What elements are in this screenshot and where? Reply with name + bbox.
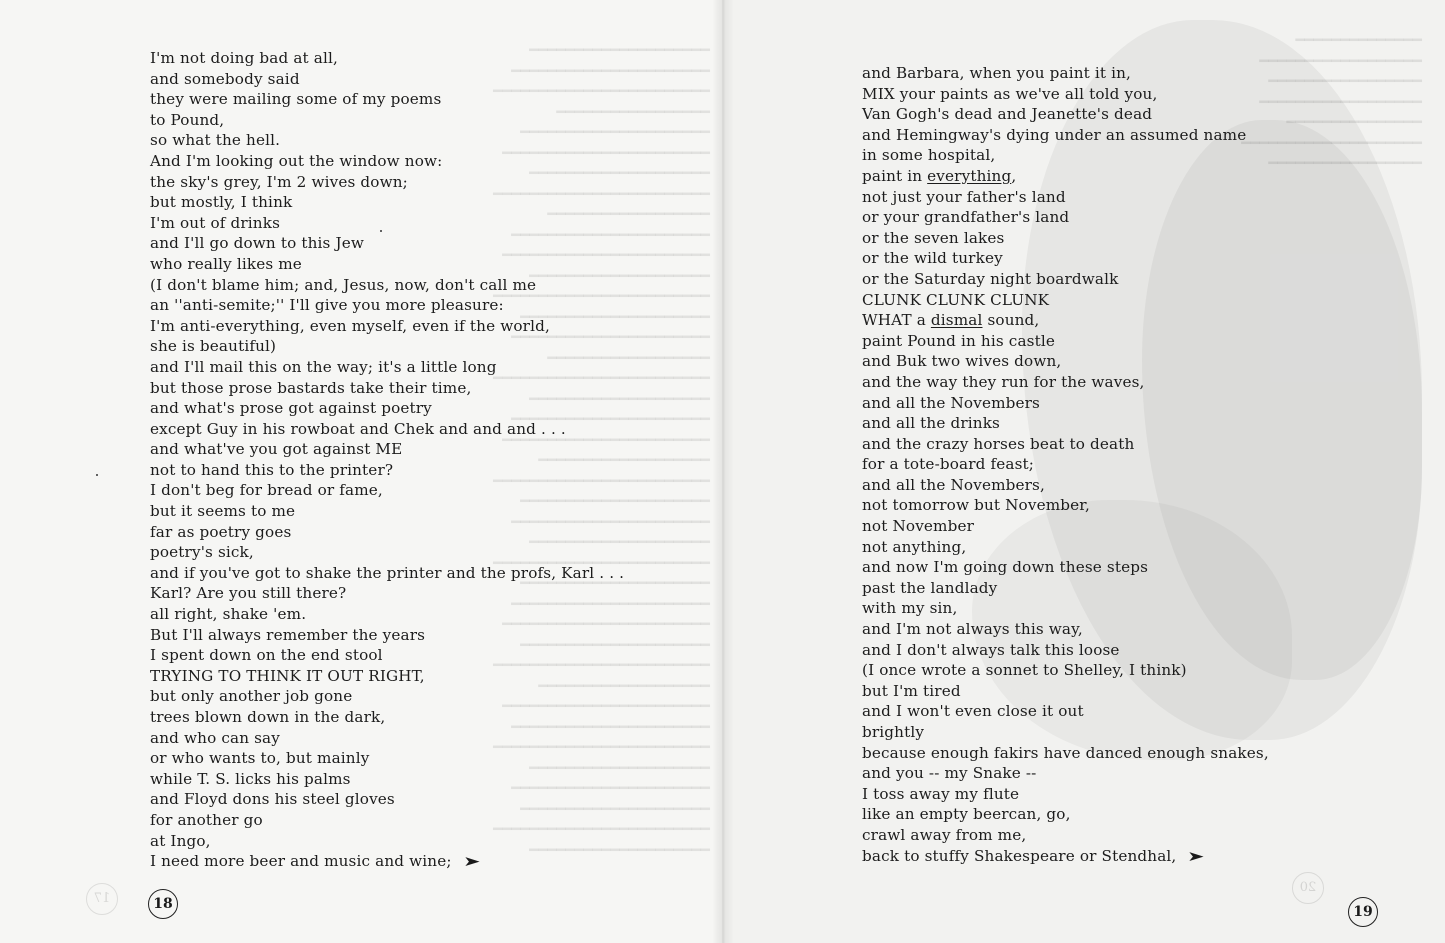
- poem-line: CLUNK CLUNK CLUNK: [862, 290, 1050, 309]
- poem-line: not just your father's land: [862, 187, 1066, 206]
- poem-line: not November: [862, 517, 975, 536]
- poem-line: and the crazy horses beat to death: [862, 434, 1135, 453]
- poem-line: to Pound,: [150, 110, 225, 129]
- poem-line: I need more beer and music and wine;: [150, 852, 452, 871]
- poem-line: the sky's grey, I'm 2 wives down;: [150, 172, 408, 191]
- poem-line: all right, shake 'em.: [150, 605, 307, 624]
- poem-line: And I'm looking out the window now:: [150, 151, 443, 170]
- poem-line: and somebody said: [150, 69, 300, 88]
- poem-line: I'm out of drinks: [150, 213, 281, 232]
- right-page-poem: [862, 63, 1269, 866]
- poem-line: and if you've got to shake the printer and the profs, Karl . . .: [150, 563, 625, 582]
- poem-line: or who wants to, but mainly: [150, 749, 370, 768]
- poem-line: far as poetry goes: [150, 522, 292, 541]
- page-number-right: 19: [1348, 897, 1378, 927]
- poem-line-underlined: [862, 310, 1269, 331]
- poem-line: WHAT a dismal sound,: [862, 311, 1040, 330]
- poem-line: Van Gogh's dead and Jeanette's dead: [862, 105, 1153, 124]
- poem-line: but mostly, I think: [150, 193, 293, 212]
- arrow-right-icon: ➤: [462, 854, 481, 871]
- show-through-text: ━━━━━━━━━━━━━━ ━━━━━━━━━━━━━━━━━━ ━━━━━━━━━━━━━━━━━ ━━━━━━━━━━━━━━━━━━ ━━━━━━━━━━━━━━━ ━━━━━━━━━━━━━━━━━━━━ ━━━━━━━━━━━━━━━━━: [1241, 31, 1422, 172]
- poem-line: or the Saturday night boardwalk: [862, 269, 1119, 288]
- poem-line: because enough fakirs have danced enough snakes,: [862, 743, 1269, 762]
- poem-line: MIX your paints as we've all told you,: [862, 84, 1158, 103]
- poem-line: not tomorrow but November,: [862, 496, 1091, 515]
- poem-line: and Buk two wives down,: [862, 352, 1062, 371]
- poem-line: but it seems to me: [150, 502, 296, 521]
- poem-line: I'm not doing bad at all,: [150, 49, 338, 67]
- poem-line-with-arrow: [862, 846, 1269, 867]
- poem-line: and all the drinks: [862, 414, 1001, 433]
- poem-line: (I don't blame him; and, Jesus, now, don't call me: [150, 275, 537, 294]
- poem-line: and Hemingway's dying under an assumed name: [862, 125, 1247, 144]
- show-through-text: ━━━━━━━━━━━━━━━━━━━━ ━━━━━━━━━━━━━━━━━━━━━━ ━━━━━━━━━━━━━━━━━━━━━━━━ ━━━━━━━━━━━━━━━━━ ━━━━━━━━━━━━━━━━━━━━━ ━━━━━━━━━━━━━━━━━━━━━━━ ━━━━━━━━━━━━━━━━━━━━ ━━━━━━━━━━━━━━━━━━━━━━━━ ━━━━━━━━━━━━━━━━━━ ━━━━━━━━━━━━━━━━━━━━━━ ━━━━━━━━━━━━━━━━━━━━━━━ ━━━━━━━━━━━━━━━━━━━━ ━━━━━━━━━━━━━━━━━━━━━━━━ ━━━━━━━━━━━━━━━━━━━━━ ━━━━━━━━━━━━━━━━━━━━━━ ━━━━━━━━━━━━━━━━━━ ━━━━━━━━━━━━━━━━━━━━━━━━ ━━━━━━━━━━━━━━━━━━━━ ━━━━━━━━━━━━━━━━━━━━━━ ━━━━━━━━━━━━━━━━━━━━━━━ ━━━━━━━━━━━━━━━━━━━ ━━━━━━━━━━━━━━━━━━━━━━━━ ━━━━━━━━━━━━━━━━━━━━━ ━━━━━━━━━━━━━━━━━━━━━━ ━━━━━━━━━━━━━━━━━━━━ ━━━━━━━━━━━━━━━━━━━━━━━━ ━━━━━━━━━━━━━━━━━━━━━ ━━━━━━━━━━━━━━━━━━━━━━ ━━━━━━━━━━━━━━━━━━━━━━━ ━━━━━━━━━━━━━━━━━━━━━ ━━━━━━━━━━━━━━━━━━━━━━━━ ━━━━━━━━━━━━━━━━━━━ ━━━━━━━━━━━━━━━━━━━━━━━ ━━━━━━━━━━━━━━━━━━━━━━ ━━━━━━━━━━━━━━━━━━━━━━━━ ━━━━━━━━━━━━━━━━━━━━ ━━━━━━━━━━━━━━━━━━━━━━ ━━━━━━━━━━━━━━━━━━━━━ ━━━━━━━━━━━━━━━━━━━━━━━━ ━━━━━━━━━━━━━━━━━━━━: [493, 41, 710, 859]
- poem-line: trees blown down in the dark,: [150, 708, 386, 726]
- poem-line: paint in everything,: [862, 166, 1017, 185]
- poem-line: and all the Novembers: [862, 393, 1040, 412]
- poem-line: with my sin,: [862, 599, 958, 618]
- arrow-right-icon: ➤: [1187, 848, 1206, 865]
- poem-line: I'm anti-everything, even myself, even if the world,: [150, 316, 550, 335]
- poem-line: but I'm tired: [862, 681, 961, 700]
- poem-line: and you -- my Snake --: [862, 764, 1037, 783]
- poem-line: while T. S. licks his palms: [150, 769, 351, 788]
- show-through-page-number: 20: [1292, 872, 1324, 904]
- poem-line: TRYING TO THINK IT OUT RIGHT,: [150, 666, 425, 685]
- poem-line: and what's prose got against poetry: [150, 399, 432, 418]
- poem-line: back to stuffy Shakespeare or Stendhal,: [862, 846, 1177, 865]
- poem-line-with-arrow: [150, 851, 624, 872]
- poem-line: paint Pound in his castle: [862, 331, 1055, 350]
- poem-line: she is beautiful): [150, 337, 277, 356]
- show-through-page-number: 17: [86, 883, 118, 915]
- poem-line: and now I'm going down these steps: [862, 558, 1149, 577]
- poem-line: like an empty beercan, go,: [862, 805, 1071, 824]
- poem-line: and the way they run for the waves,: [862, 372, 1145, 391]
- poem-line-underlined: [862, 166, 1269, 187]
- poem-line: I spent down on the end stool: [150, 646, 383, 665]
- poem-line: and I'll go down to this Jew: [150, 234, 364, 253]
- poem-line: and all the Novembers,: [862, 475, 1045, 494]
- poem-line: an ''anti-semite;'' I'll give you more pleasure:: [150, 296, 504, 315]
- poem-line: Karl? Are you still there?: [150, 584, 347, 603]
- poem-line: for a tote-board feast;: [862, 455, 1035, 474]
- left-page-poem: [150, 48, 624, 872]
- poem-line: and who can say: [150, 728, 280, 747]
- poem-line: in some hospital,: [862, 146, 996, 165]
- poem-line: But I'll always remember the years: [150, 625, 426, 644]
- poem-line: and I won't even close it out: [862, 702, 1084, 721]
- speck: [96, 474, 98, 476]
- poem-line: they were mailing some of my poems: [150, 90, 442, 109]
- poem-line: so what the hell.: [150, 131, 281, 150]
- poem-line: not anything,: [862, 537, 967, 556]
- poem-line: for another go: [150, 810, 263, 829]
- poem-line: and I'll mail this on the way; it's a little long: [150, 357, 497, 376]
- poem-line: and Floyd dons his steel gloves: [150, 790, 395, 809]
- page-number-left: 18: [148, 889, 178, 919]
- poem-line: brightly: [862, 723, 925, 741]
- poem-line: and I don't always talk this loose: [862, 640, 1120, 659]
- poem-line: I toss away my flute: [862, 784, 1020, 803]
- poem-line: who really likes me: [150, 254, 302, 273]
- poem-line: but only another job gone: [150, 687, 353, 706]
- poem-line: or the seven lakes: [862, 228, 1005, 247]
- poem-line: and I'm not always this way,: [862, 620, 1083, 639]
- poem-line: or your grandfather's land: [862, 208, 1070, 227]
- poem-line: (I once wrote a sonnet to Shelley, I think): [862, 661, 1187, 680]
- poem-line: crawl away from me,: [862, 825, 1027, 844]
- poem-line: except Guy in his rowboat and Chek and and and . . .: [150, 419, 566, 438]
- poem-line: past the landlady: [862, 578, 998, 597]
- poem-line: at Ingo,: [150, 831, 211, 850]
- poem-line: but those prose bastards take their time,: [150, 378, 472, 397]
- poem-line: I don't beg for bread or fame,: [150, 481, 383, 500]
- book-gutter: [712, 0, 734, 943]
- poem-line: poetry's sick,: [150, 543, 254, 562]
- poem-line: and what've you got against ME: [150, 440, 403, 459]
- poem-line: and Barbara, when you paint it in,: [862, 64, 1132, 82]
- poem-line: or the wild turkey: [862, 249, 1003, 268]
- poem-line: not to hand this to the printer?: [150, 460, 394, 479]
